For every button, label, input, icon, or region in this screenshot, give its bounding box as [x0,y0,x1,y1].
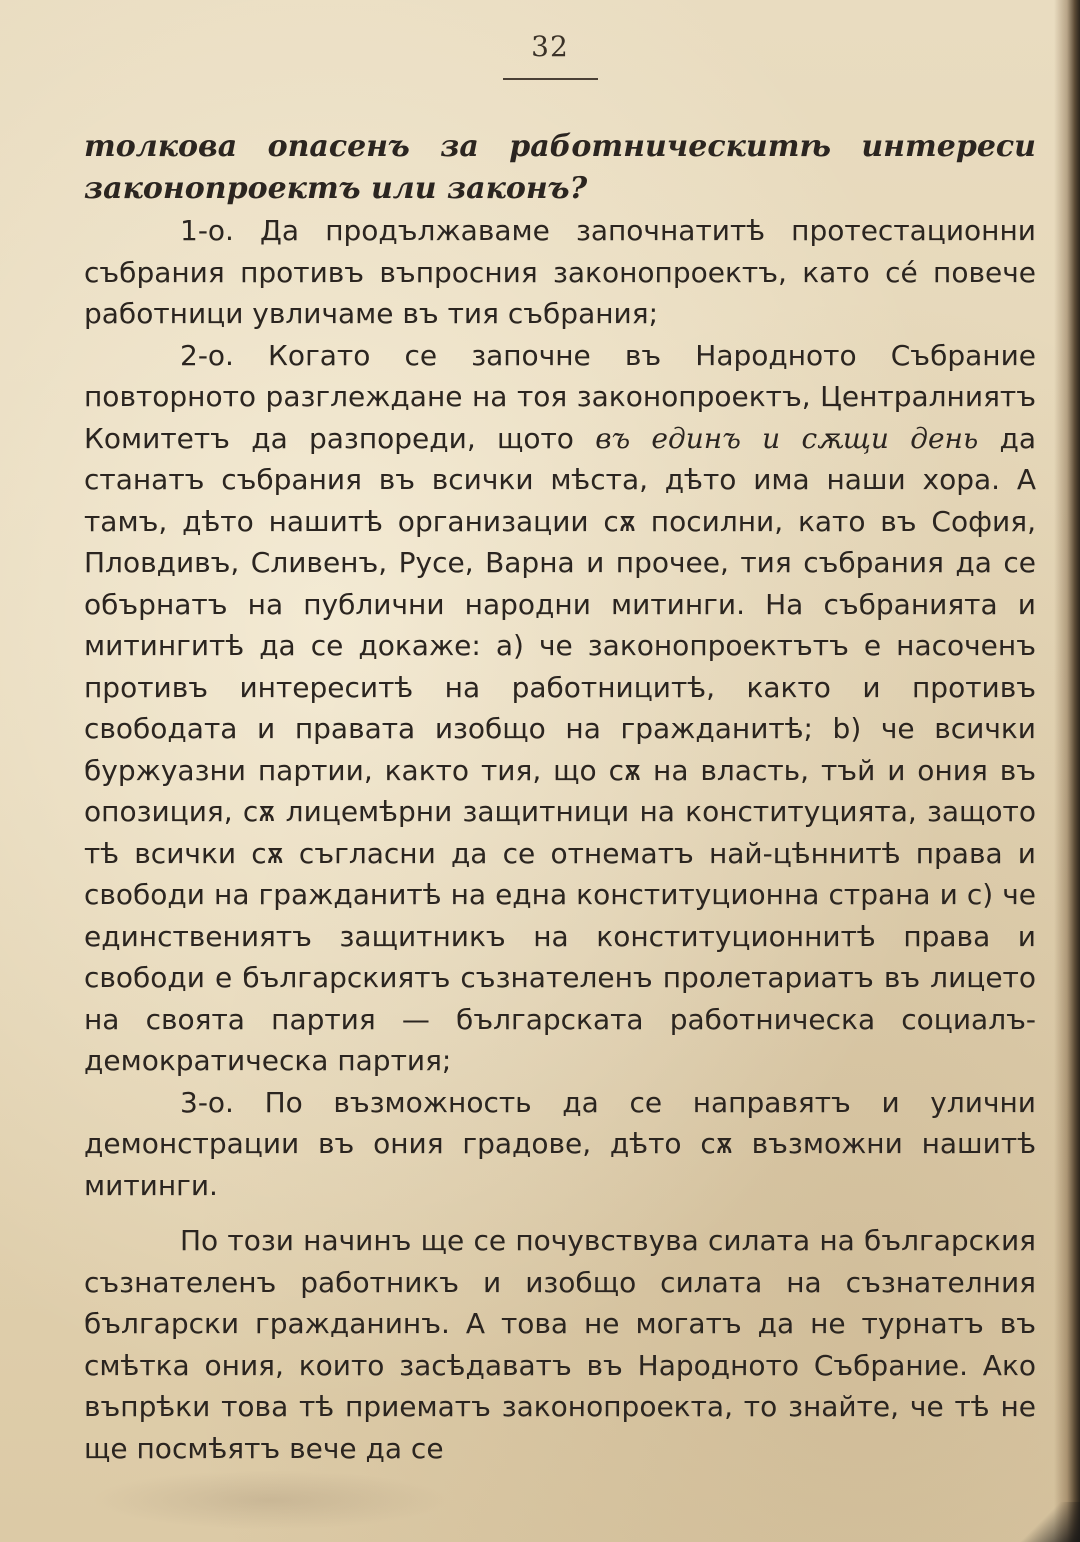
page-corner-shadow [1020,1502,1080,1542]
list-item-1: 1-о. Да продължаваме започнатитѣ протестационни събрания противъ въпросния законопроектъ, като сé повече работници увличаме въ тия събрания; [84,214,1036,330]
lead-question: толкова опасенъ за работническитѣ интереси законопроектъ или законъ? [84,129,1036,206]
list-item-2 [84,335,1036,1082]
page-number-rule [503,78,598,80]
ink-smudge [90,1470,450,1530]
list-item-2-text-after: да станатъ събрания въ всички мѣста, дѣто има наши хора. А тамъ, дѣто нашитѣ организации сѫ посилни, като въ София, Пловдивъ, Сливенъ, Русе, Варна и прочее, тия събрания да се обърнатъ на публични народни митинги. На събранията и митингитѣ да се докаже: а) че законопроектътъ е насоченъ противъ интереситѣ на работницитѣ, както и противъ свободата и правата изобщо на гражданитѣ; b) че всички буржуазни партии, както тия, що сѫ на власть, тъй и ония въ опозиция, сѫ лицемѣрни защитници на конституцията, защото тѣ всички сѫ съгласни да се отнематъ най-цѣннитѣ права и свободи на гражданитѣ на една конституционна страна и с) че единствениятъ защитникъ на конституционнитѣ права и свободи е българскиятъ съзнателенъ пролетариатъ въ лицето на своята партия — българската работническа социалъ-демократическа партия; [84,421,1036,1077]
list-item-3: 3-о. По възможность да се направятъ и улични демонстрации въ ония градове, дѣто сѫ възможни нашитѣ митинги. [84,1085,1036,1202]
list-item-2-text-before: 2-о. Когато се започне въ Народното Събрание повторното разглеждане на тоя законопроектъ, Централниятъ Комитетъ да разпореди, щото [84,338,1036,455]
spine-shadow [1054,0,1080,1542]
closing-paragraph: По този начинъ ще се почувствува силата на българския съзнателенъ работникъ и изобщо силата на съзнателния български гражданинъ. А това не могатъ да не турнатъ въ смѣтка ония, които засѣдаватъ въ Народното Събрание. Ако въпрѣки това тѣ приематъ законопроекта, то знайте, че тѣ не ще посмѣятъ вече да се [84,1224,1036,1465]
list-item-2-emphasis: въ единъ и сѫщи день [595,421,979,455]
page-number: 32 [531,30,569,63]
body-text [84,126,1036,1469]
